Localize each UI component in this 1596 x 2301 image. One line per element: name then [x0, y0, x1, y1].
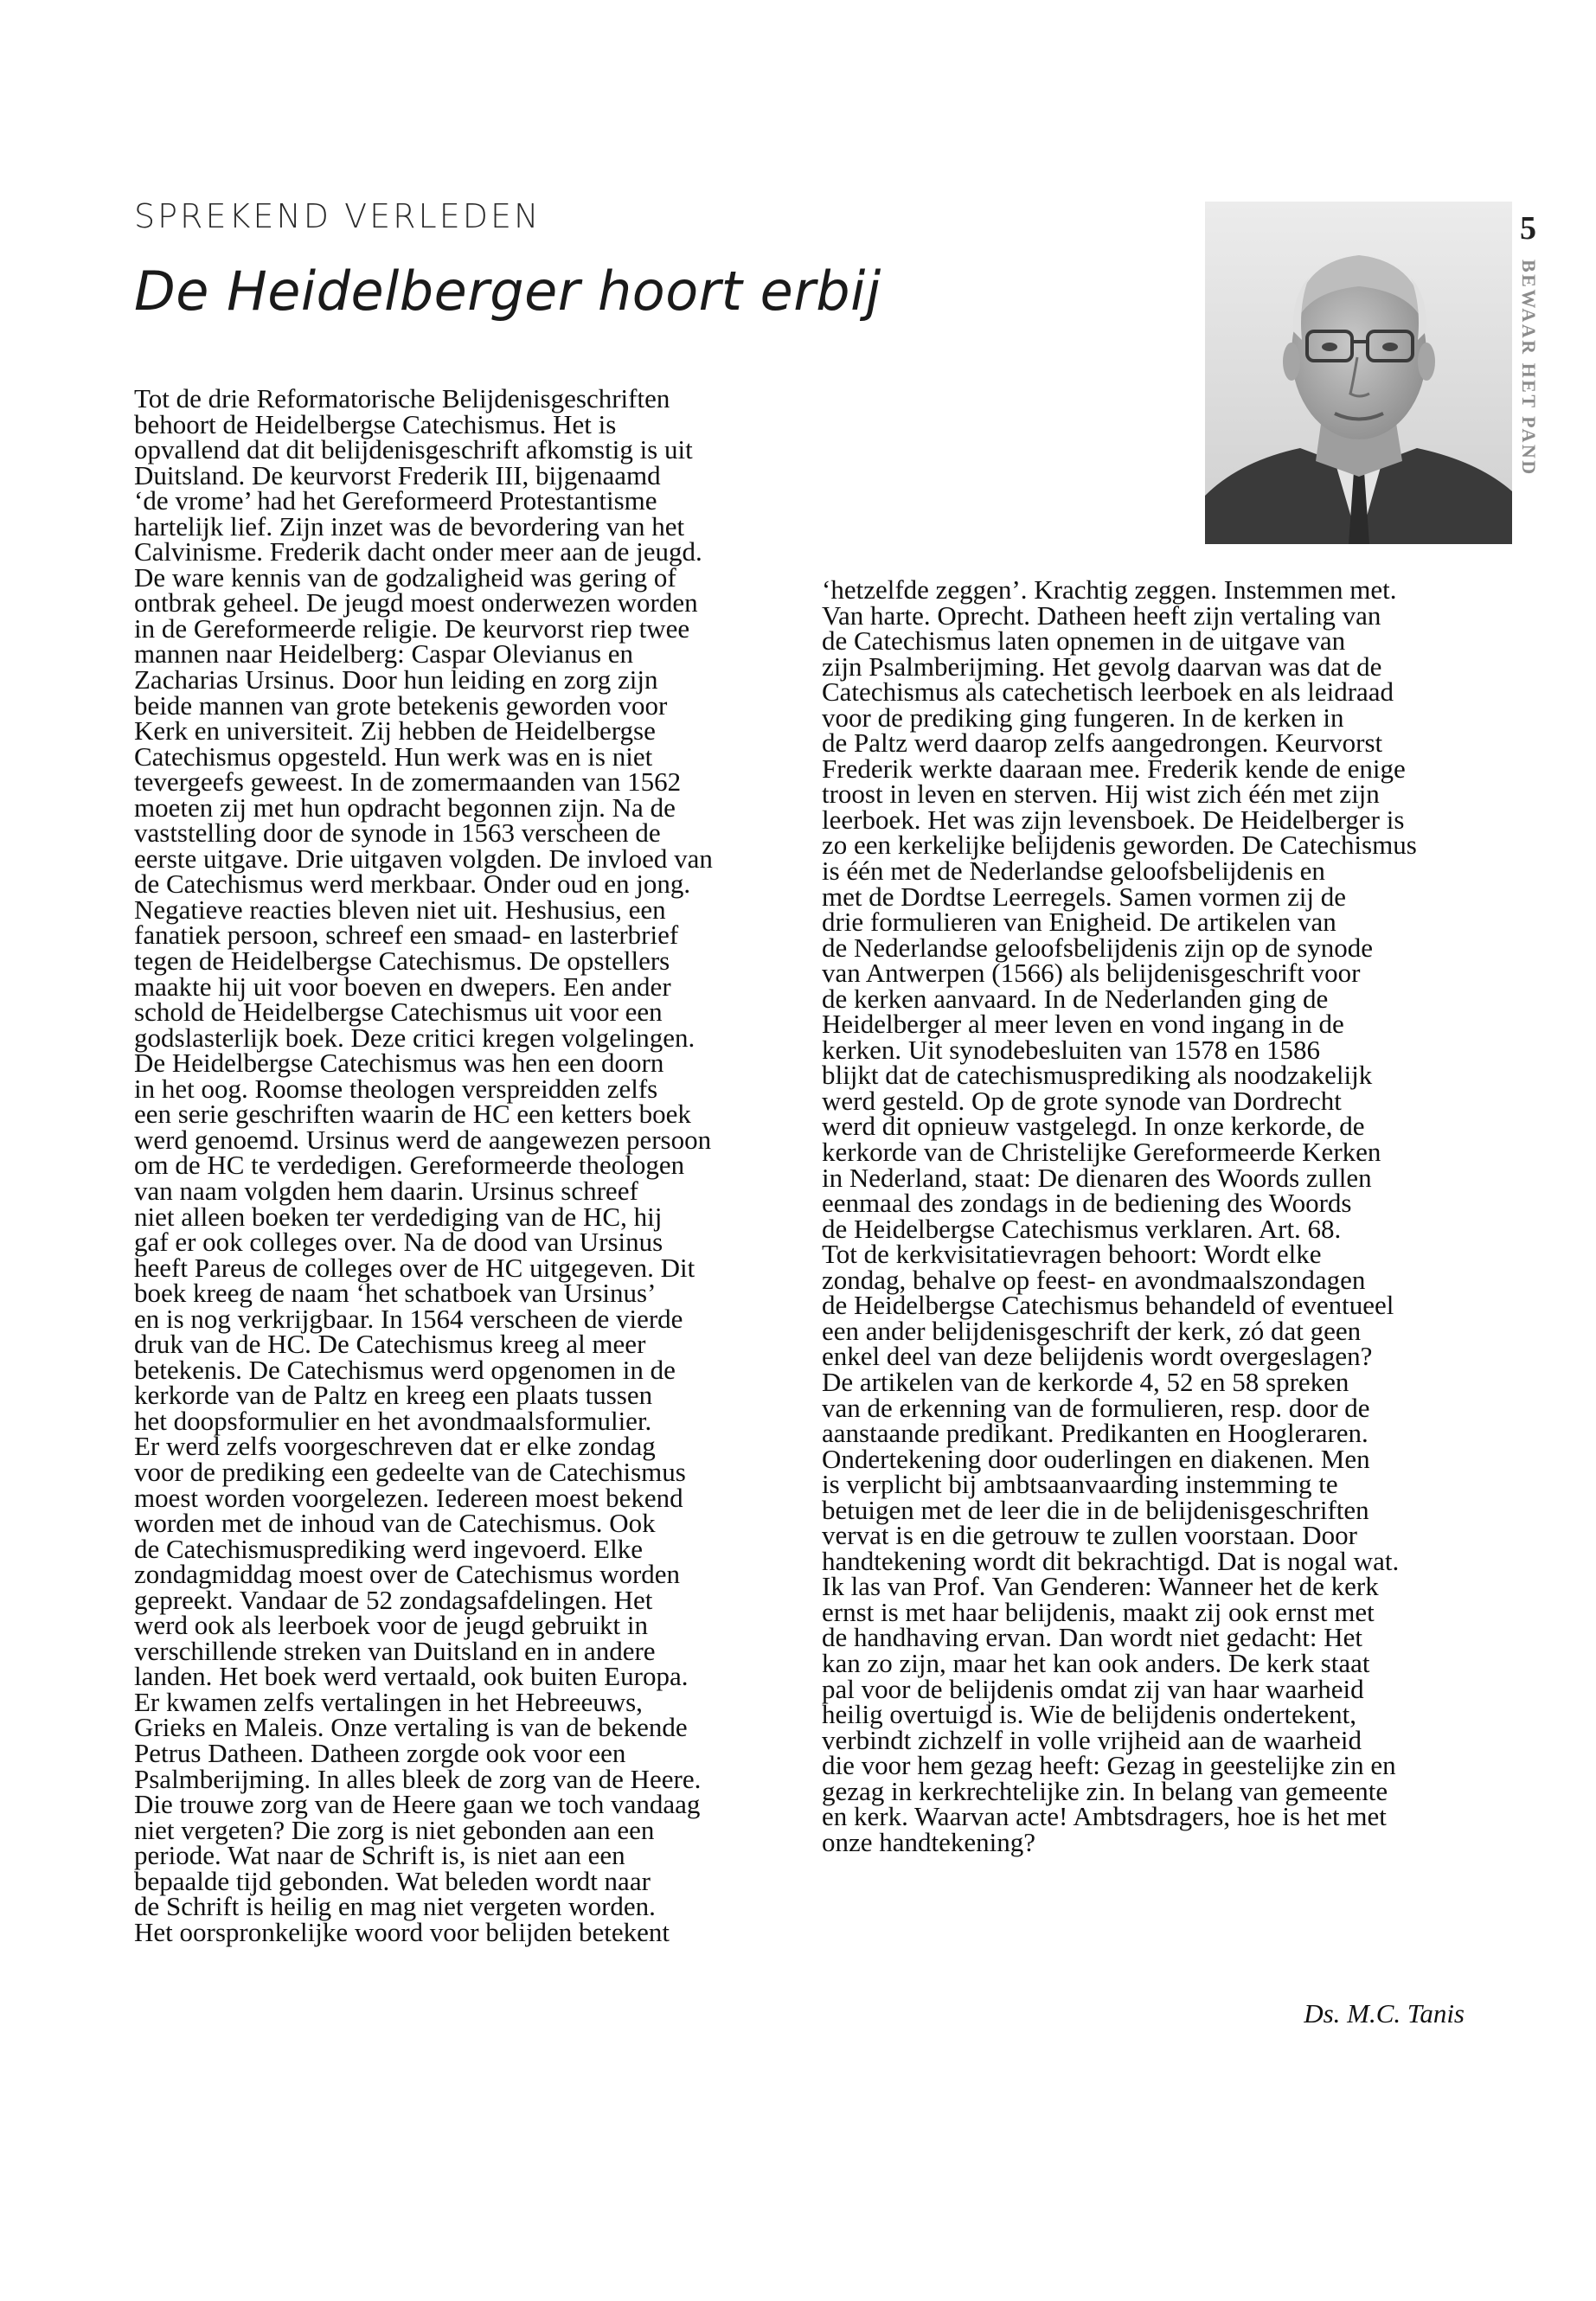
text-line: zondag, behalve op feest- en avondmaalszondagen — [822, 1264, 1366, 1295]
text-line: periode. Wat naar de Schrift is, is niet aan een — [134, 1840, 625, 1871]
text-line: betekenis. De Catechismus werd opgenomen in de — [134, 1354, 676, 1385]
text-line: is verplicht bij ambtsaanvaarding instemming te — [822, 1469, 1338, 1500]
text-line: Die trouwe zorg van de Heere gaan we toch vandaag — [134, 1789, 701, 1820]
text-line: niet vergeten? Die zorg is niet gebonden aan een — [134, 1814, 655, 1845]
text-line: Er kwamen zelfs vertalingen in het Hebreeuws, — [134, 1686, 643, 1717]
page-number: 5 — [1520, 210, 1536, 247]
text-line: aanstaande predikant. Predikanten en Hoogleraren. — [822, 1418, 1368, 1449]
text-line: in de Gereformeerde religie. De keurvorst riep twee — [134, 612, 690, 644]
text-line: behoort de Heidelbergse Catechismus. Het is — [134, 408, 617, 439]
text-line: Grieks en Maleis. Onze vertaling is van de bekende — [134, 1712, 688, 1743]
text-line: ‘de vrome’ had het Gereformeerd Protestantisme — [134, 485, 657, 516]
text-line: heilig overtuigd is. Wie de belijdenis ondertekent, — [822, 1699, 1357, 1730]
text-line: handtekening wordt dit bekrachtigd. Dat is nogal wat. — [822, 1545, 1400, 1576]
section-kicker: SPREKEND VERLEDEN — [134, 197, 542, 235]
text-line: eerste uitgave. Drie uitgaven volgden. De invloed van — [134, 843, 713, 874]
text-line: gezag in kerkrechtelijke zin. In belang van gemeente — [822, 1775, 1388, 1806]
text-line: in Nederland, staat: De dienaren des Woords zullen — [822, 1162, 1372, 1193]
text-line: en is nog verkrijgbaar. In 1564 verscheen de vierde — [134, 1303, 683, 1334]
text-line: pal voor de belijdenis omdat zij van haar waarheid — [822, 1673, 1364, 1704]
text-line: hartelijk lief. Zijn inzet was de bevordering van het — [134, 510, 685, 542]
text-line: de Heidelbergse Catechismus behandeld of eventueel — [822, 1290, 1394, 1321]
text-line: kerkorde van de Paltz en kreeg een plaats tussen — [134, 1380, 653, 1411]
text-line: het doopsformulier en het avondmaalsformulier. — [134, 1405, 652, 1436]
text-line: Catechismus opgesteld. Hun werk was en is niet — [134, 740, 653, 772]
text-line: moeten zij met hun opdracht begonnen zijn. Na de — [134, 792, 676, 823]
text-line: Calvinisme. Frederik dacht onder meer aan de jeugd. — [134, 536, 702, 567]
text-line: De Heidelbergse Catechismus was hen een doorn — [134, 1048, 664, 1079]
text-line: een serie geschriften waarin de HC een ketters boek — [134, 1099, 691, 1130]
text-line: met de Dordtse Leerregels. Samen vormen zij de — [822, 881, 1346, 912]
text-line: Er werd zelfs voorgeschreven dat er elke zondag — [134, 1431, 656, 1462]
text-line: eenmaal des zondags in de bediening des Woords — [822, 1188, 1352, 1219]
text-line: de handhaving ervan. Dan wordt niet gedacht: Het — [822, 1622, 1362, 1653]
text-line: werd ook als leerboek voor de jeugd gebruikt in — [134, 1610, 648, 1641]
text-line: drie formulieren van Enigheid. De artikelen van — [822, 907, 1336, 938]
text-line: Tot de kerkvisitatievragen behoort: Wordt elke — [822, 1239, 1322, 1270]
text-line: onze handtekening? — [822, 1826, 1036, 1857]
text-line: boek kreeg de naam ‘het schatboek van Ursinus’ — [134, 1278, 657, 1309]
text-line: blijkt dat de catechismusprediking als noodzakelijk — [822, 1060, 1373, 1091]
text-line: kan zo zijn, maar het kan ook anders. De kerk staat — [822, 1647, 1370, 1678]
text-line: de Heidelbergse Catechismus verklaren. Art. 68. — [822, 1213, 1342, 1244]
text-line: betuigen met de leer die in de belijdenisgeschriften — [822, 1494, 1369, 1525]
text-line: de Catechismus laten opnemen in de uitgave van — [822, 625, 1346, 657]
text-line: Het oorspronkelijke woord voor belijden betekent — [134, 1916, 670, 1947]
text-line: Tot de drie Reformatorische Belijdenisgeschriften — [134, 383, 670, 413]
text-line: Petrus Datheen. Datheen zorgde ook voor een — [134, 1737, 626, 1768]
text-line: Van harte. Oprecht. Datheen heeft zijn vertaling van — [822, 599, 1381, 631]
text-line: Negatieve reacties bleven niet uit. Heshusius, een — [134, 894, 666, 925]
text-line: druk van de HC. De Catechismus kreeg al meer — [134, 1329, 646, 1360]
text-line: de Catechismusprediking werd ingevoerd. Elke — [134, 1533, 643, 1564]
text-line: werd dit opnieuw vastgelegd. In onze kerkorde, de — [822, 1111, 1365, 1142]
text-line: landen. Het boek werd vertaald, ook buiten Europa. — [134, 1661, 689, 1692]
text-line: vervat is en die getrouw te zullen voorstaan. Door — [822, 1520, 1357, 1551]
text-line: verschillende streken van Duitsland en in andere — [134, 1635, 656, 1666]
text-line: in het oog. Roomse theologen verspreidden zelfs — [134, 1073, 658, 1104]
text-line: godslasterlijk boek. Deze critici kregen volgelingen. — [134, 1022, 695, 1053]
text-line: van de erkenning van de formulieren, resp. door de — [822, 1392, 1370, 1423]
text-line: gepreekt. Vandaar de 52 zondagsafdelingen. Het — [134, 1584, 653, 1615]
text-line: de kerken aanvaard. In de Nederlanden ging de — [822, 983, 1329, 1014]
text-line: worden met de inhoud van de Catechismus. Ook — [134, 1508, 656, 1539]
text-line: kerken. Uit synodebesluiten van 1578 en 1586 — [822, 1034, 1320, 1065]
article-column-2 — [822, 574, 1479, 1857]
text-line: die voor hem gezag heeft: Gezag in geestelijke zin en — [822, 1750, 1396, 1781]
text-line: voor de prediking ging fungeren. In de kerken in — [822, 702, 1344, 733]
text-line: zo een kerkelijke belijdenis geworden. De Catechismus — [822, 830, 1417, 861]
text-line: Heidelberger al meer leven en vond ingang in de — [822, 1009, 1344, 1040]
text-line: zijn Psalmberijming. Het gevolg daarvan was dat de — [822, 651, 1382, 682]
text-line: verbindt zichzelf in volle vrijheid aan de waarheid — [822, 1724, 1362, 1755]
text-line: Frederik werkte daaraan mee. Frederik kende de enige — [822, 753, 1406, 784]
text-line: ernst is met haar belijdenis, maakt zij ook ernst met — [822, 1596, 1375, 1627]
text-line: tegen de Heidelbergse Catechismus. De opstellers — [134, 945, 670, 977]
text-line: van Antwerpen (1566) als belijdenisgeschrift voor — [822, 958, 1361, 989]
text-line: Psalmberijming. In alles bleek de zorg van de Heere. — [134, 1763, 702, 1794]
text-line: kerkorde van de Christelijke Gereformeerde Kerken — [822, 1137, 1381, 1168]
text-line: bepaalde tijd gebonden. Wat beleden wordt naar — [134, 1865, 651, 1896]
text-line: Kerk en universiteit. Zij hebben de Heidelbergse — [134, 715, 656, 747]
text-line: Ik las van Prof. Van Genderen: Wanneer het de kerk — [822, 1571, 1379, 1602]
text-line: schold de Heidelbergse Catechismus uit voor een — [134, 997, 663, 1028]
running-head: BEWAAR HET PAND — [1518, 260, 1540, 477]
author-portrait-photo — [1205, 202, 1512, 544]
text-line: leerboek. Het was zijn levensboek. De Heidelberger is — [822, 804, 1405, 835]
text-line: Ondertekening door ouderlingen en diakenen. Men — [822, 1443, 1370, 1474]
text-line: gaf er ook colleges over. Na de dood van Ursinus — [134, 1227, 663, 1258]
text-line: tevergeefs geweest. In de zomermaanden van 1562 — [134, 766, 682, 798]
text-line: de Paltz werd daarop zelfs aangedrongen. Keurvorst — [822, 727, 1383, 759]
article-title: De Heidelberger hoort erbij — [134, 260, 881, 323]
text-line: zondagmiddag moest over de Catechismus worden — [134, 1559, 681, 1590]
text-line: Zacharias Ursinus. Door hun leiding en zorg zijn — [134, 664, 658, 695]
text-line: om de HC te verdedigen. Gereformeerde theologen — [134, 1150, 685, 1181]
text-line: heeft Pareus de colleges over de HC uitgegeven. Dit — [134, 1252, 695, 1283]
text-line: ontbrak geheel. De jeugd moest onderwezen worden — [134, 587, 698, 619]
text-line: De ware kennis van de godzaligheid was gering of — [134, 561, 676, 593]
text-line: vaststelling door de synode in 1563 verscheen de — [134, 817, 661, 849]
text-line: opvallend dat dit belijdenisgeschrift afkomstig is uit — [134, 434, 693, 465]
text-line: voor de prediking een gedeelte van de Catechismus — [134, 1456, 686, 1487]
text-line: Catechismus als catechetisch leerboek en als leidraad — [822, 676, 1394, 708]
text-line: maakte hij uit voor boeven en dwepers. Een ander — [134, 971, 671, 1002]
text-line: Duitsland. De keurvorst Frederik III, bijgenaamd — [134, 459, 661, 490]
text-line: de Schrift is heilig en mag niet vergeten worden. — [134, 1891, 656, 1922]
text-line: mannen naar Heidelberg: Caspar Olevianus en — [134, 638, 634, 670]
text-line: werd genoemd. Ursinus werd de aangewezen persoon — [134, 1124, 712, 1155]
text-line: niet alleen boeken ter verdediging van de HC, hij — [134, 1201, 663, 1232]
text-line: moest worden voorgelezen. Iedereen moest bekend — [134, 1482, 683, 1513]
text-line: is één met de Nederlandse geloofsbelijdenis en — [822, 856, 1325, 887]
text-line: beide mannen van grote betekenis geworden voor — [134, 689, 668, 721]
text-line: de Catechismus werd merkbaar. Onder oud en jong. — [134, 868, 691, 900]
text-line: werd gesteld. Op de grote synode van Dordrecht — [822, 1085, 1342, 1116]
author-signature: Ds. M.C. Tanis — [1304, 1998, 1465, 2029]
text-line: van naam volgden hem daarin. Ursinus schreef — [134, 1175, 638, 1206]
text-line: de Nederlandse geloofsbelijdenis zijn op de synode — [822, 932, 1374, 963]
text-line: troost in leven en sterven. Hij wist zich één met zijn — [822, 779, 1380, 810]
text-line: een ander belijdenisgeschrift der kerk, zó dat geen — [822, 1315, 1362, 1346]
text-line: fanatiek persoon, schreef een smaad- en lasterbrief — [134, 920, 679, 951]
text-line: De artikelen van de kerkorde 4, 52 en 58 spreken — [822, 1366, 1349, 1397]
text-line: ‘hetzelfde zeggen’. Krachtig zeggen. Instemmen met. — [822, 574, 1397, 605]
text-line: en kerk. Waarvan acte! Ambtsdragers, hoe is het met — [822, 1801, 1387, 1832]
article-column-1 — [134, 383, 774, 1947]
text-line: enkel deel van deze belijdenis wordt overgeslagen? — [822, 1341, 1373, 1372]
